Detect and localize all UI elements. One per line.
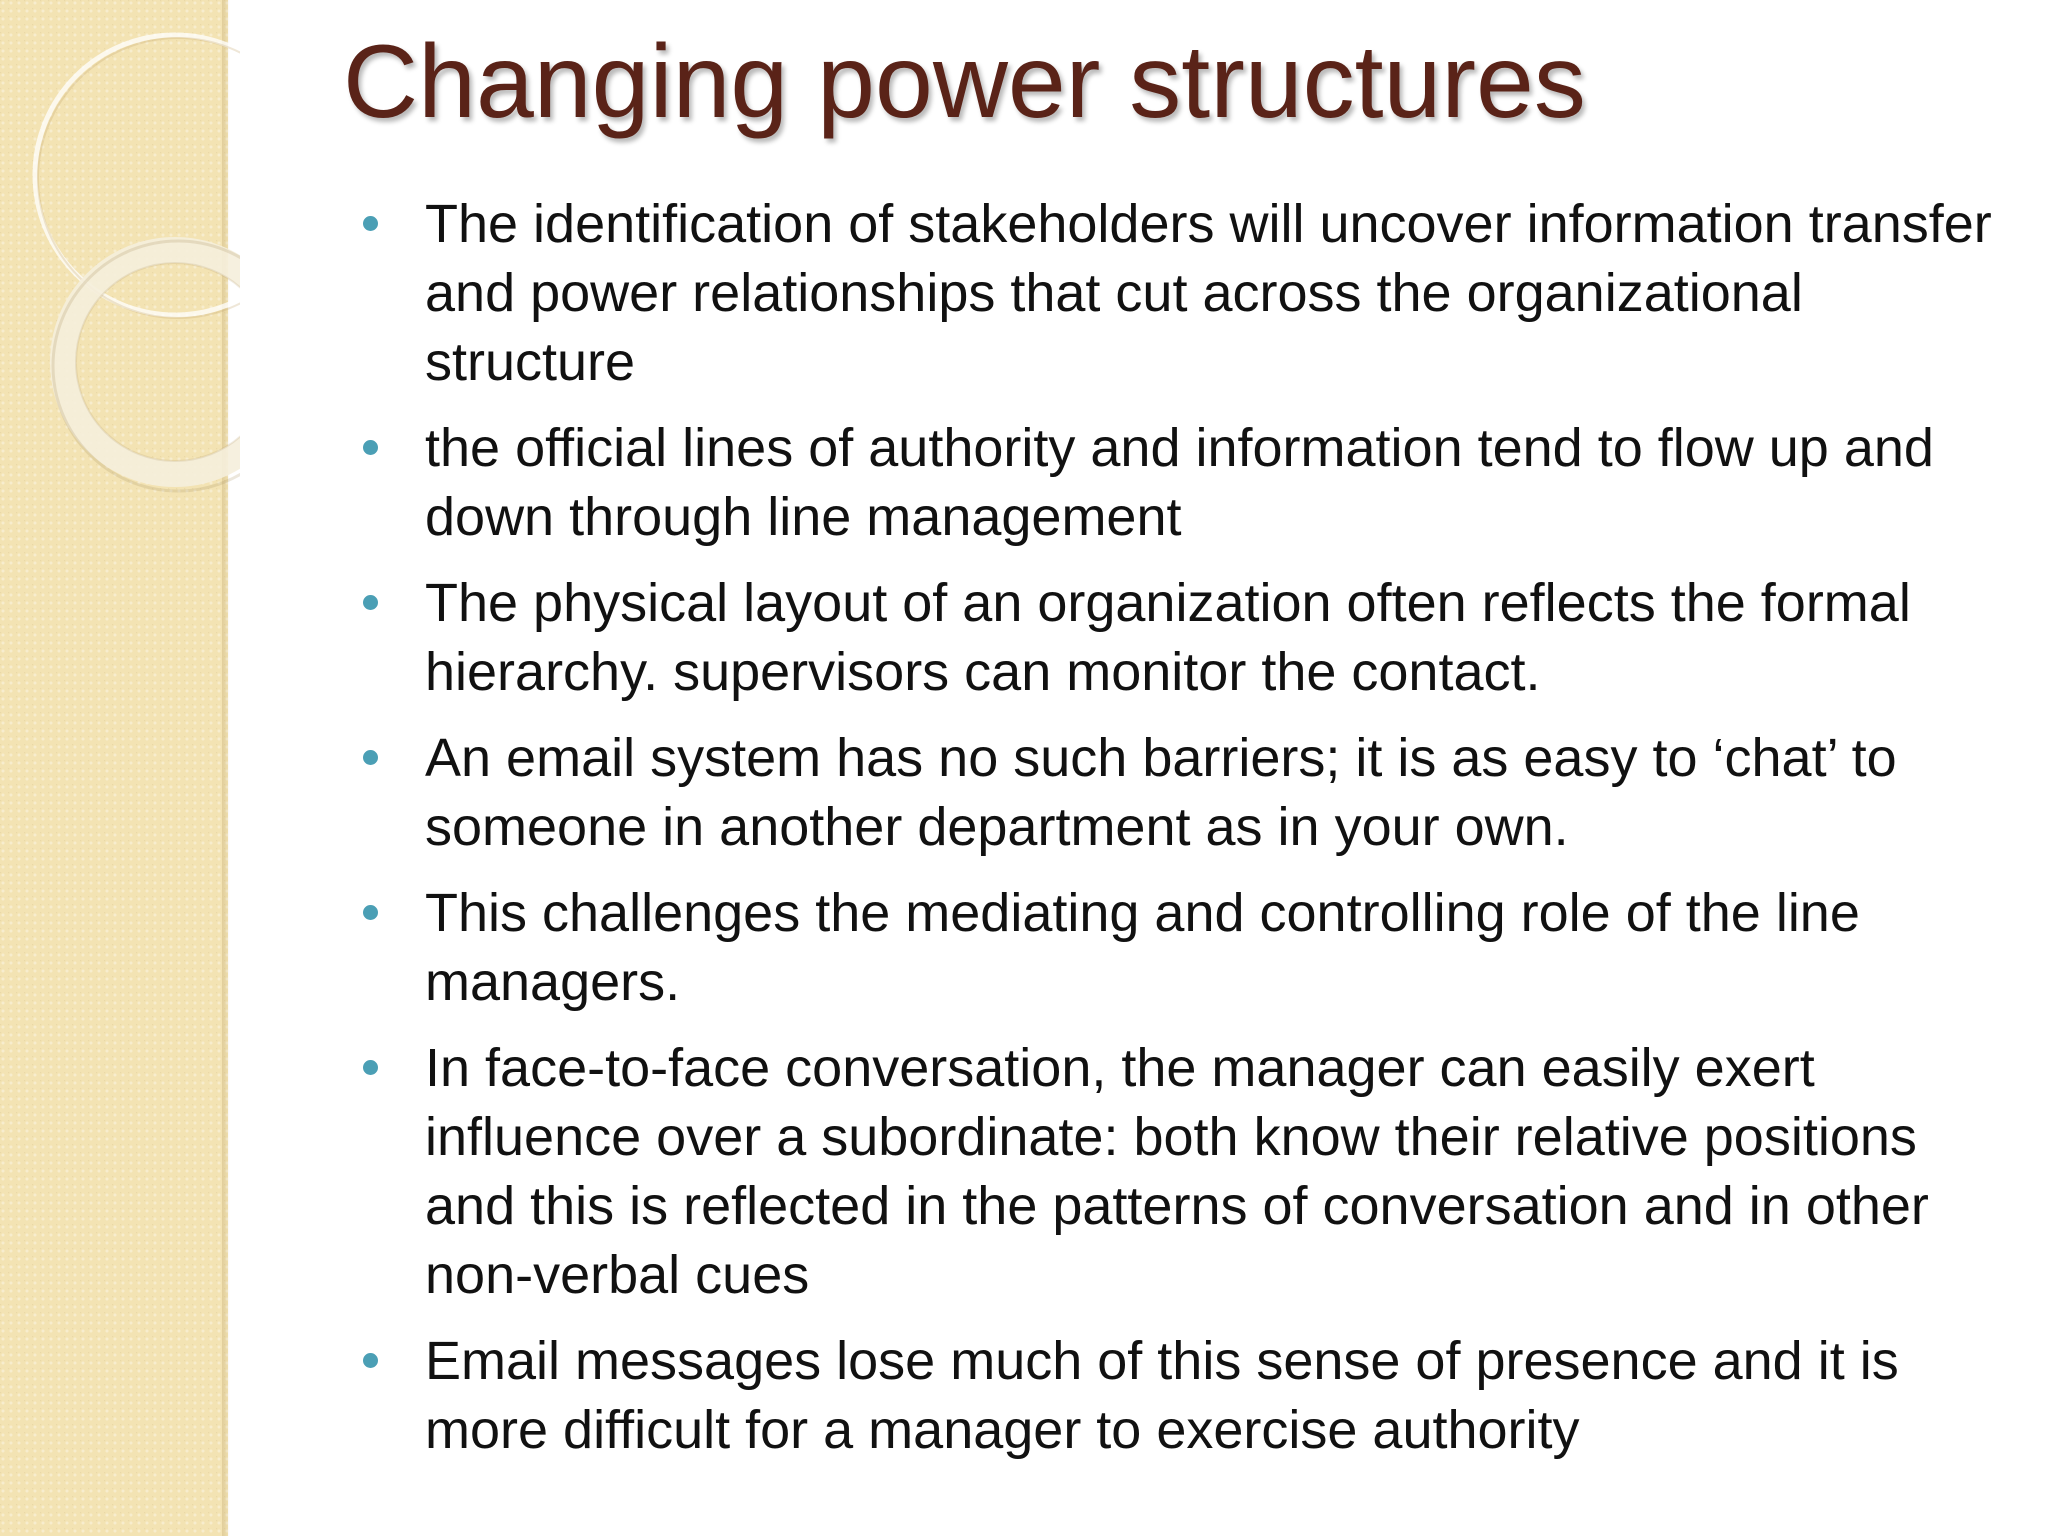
bullet-text: the official lines of authority and information tend to flow up and down through line management bbox=[425, 418, 1934, 547]
decorative-circles bbox=[0, 0, 240, 520]
bullet-dot-icon bbox=[363, 1060, 378, 1075]
bullet-item bbox=[360, 879, 2000, 1017]
bullet-text: This challenges the mediating and controlling role of the line managers. bbox=[425, 883, 1860, 1012]
bullet-dot-icon bbox=[363, 905, 378, 920]
bullet-dot-icon bbox=[363, 216, 378, 231]
bullet-text: Email messages lose much of this sense of presence and it is more difficult for a manager to exercise authority bbox=[425, 1331, 1899, 1460]
bullet-item bbox=[360, 414, 2000, 552]
bullet-item bbox=[360, 1327, 2000, 1465]
bullet-dot-icon bbox=[363, 1353, 378, 1368]
large-ring bbox=[35, 35, 240, 315]
large-ring-shadow bbox=[38, 38, 240, 318]
bullet-item bbox=[360, 190, 2000, 397]
bullet-text: In face-to-face conversation, the manager can easily exert influence over a subordinate: both know their relative positions and this is reflected in the patterns of conversation and in other non-verbal cues bbox=[425, 1038, 1929, 1305]
bullet-item bbox=[360, 1034, 2000, 1310]
bullet-item bbox=[360, 724, 2000, 862]
bullet-text: The physical layout of an organization often reflects the formal hierarchy. supervisors can monitor the contact. bbox=[425, 573, 1911, 702]
bullet-text: An email system has no such barriers; it is as easy to ‘chat’ to someone in another department as in your own. bbox=[425, 728, 1897, 857]
bullet-item bbox=[360, 569, 2000, 707]
bullet-dot-icon bbox=[363, 750, 378, 765]
slide-title: Changing power structures bbox=[343, 24, 1586, 140]
bullet-dot-icon bbox=[363, 440, 378, 455]
bullet-list bbox=[360, 190, 2000, 1482]
bullet-dot-icon bbox=[363, 595, 378, 610]
bullet-text: The identification of stakeholders will uncover information transfer and power relationships that cut across the organizational structure bbox=[425, 194, 1992, 392]
small-ring bbox=[63, 250, 240, 474]
